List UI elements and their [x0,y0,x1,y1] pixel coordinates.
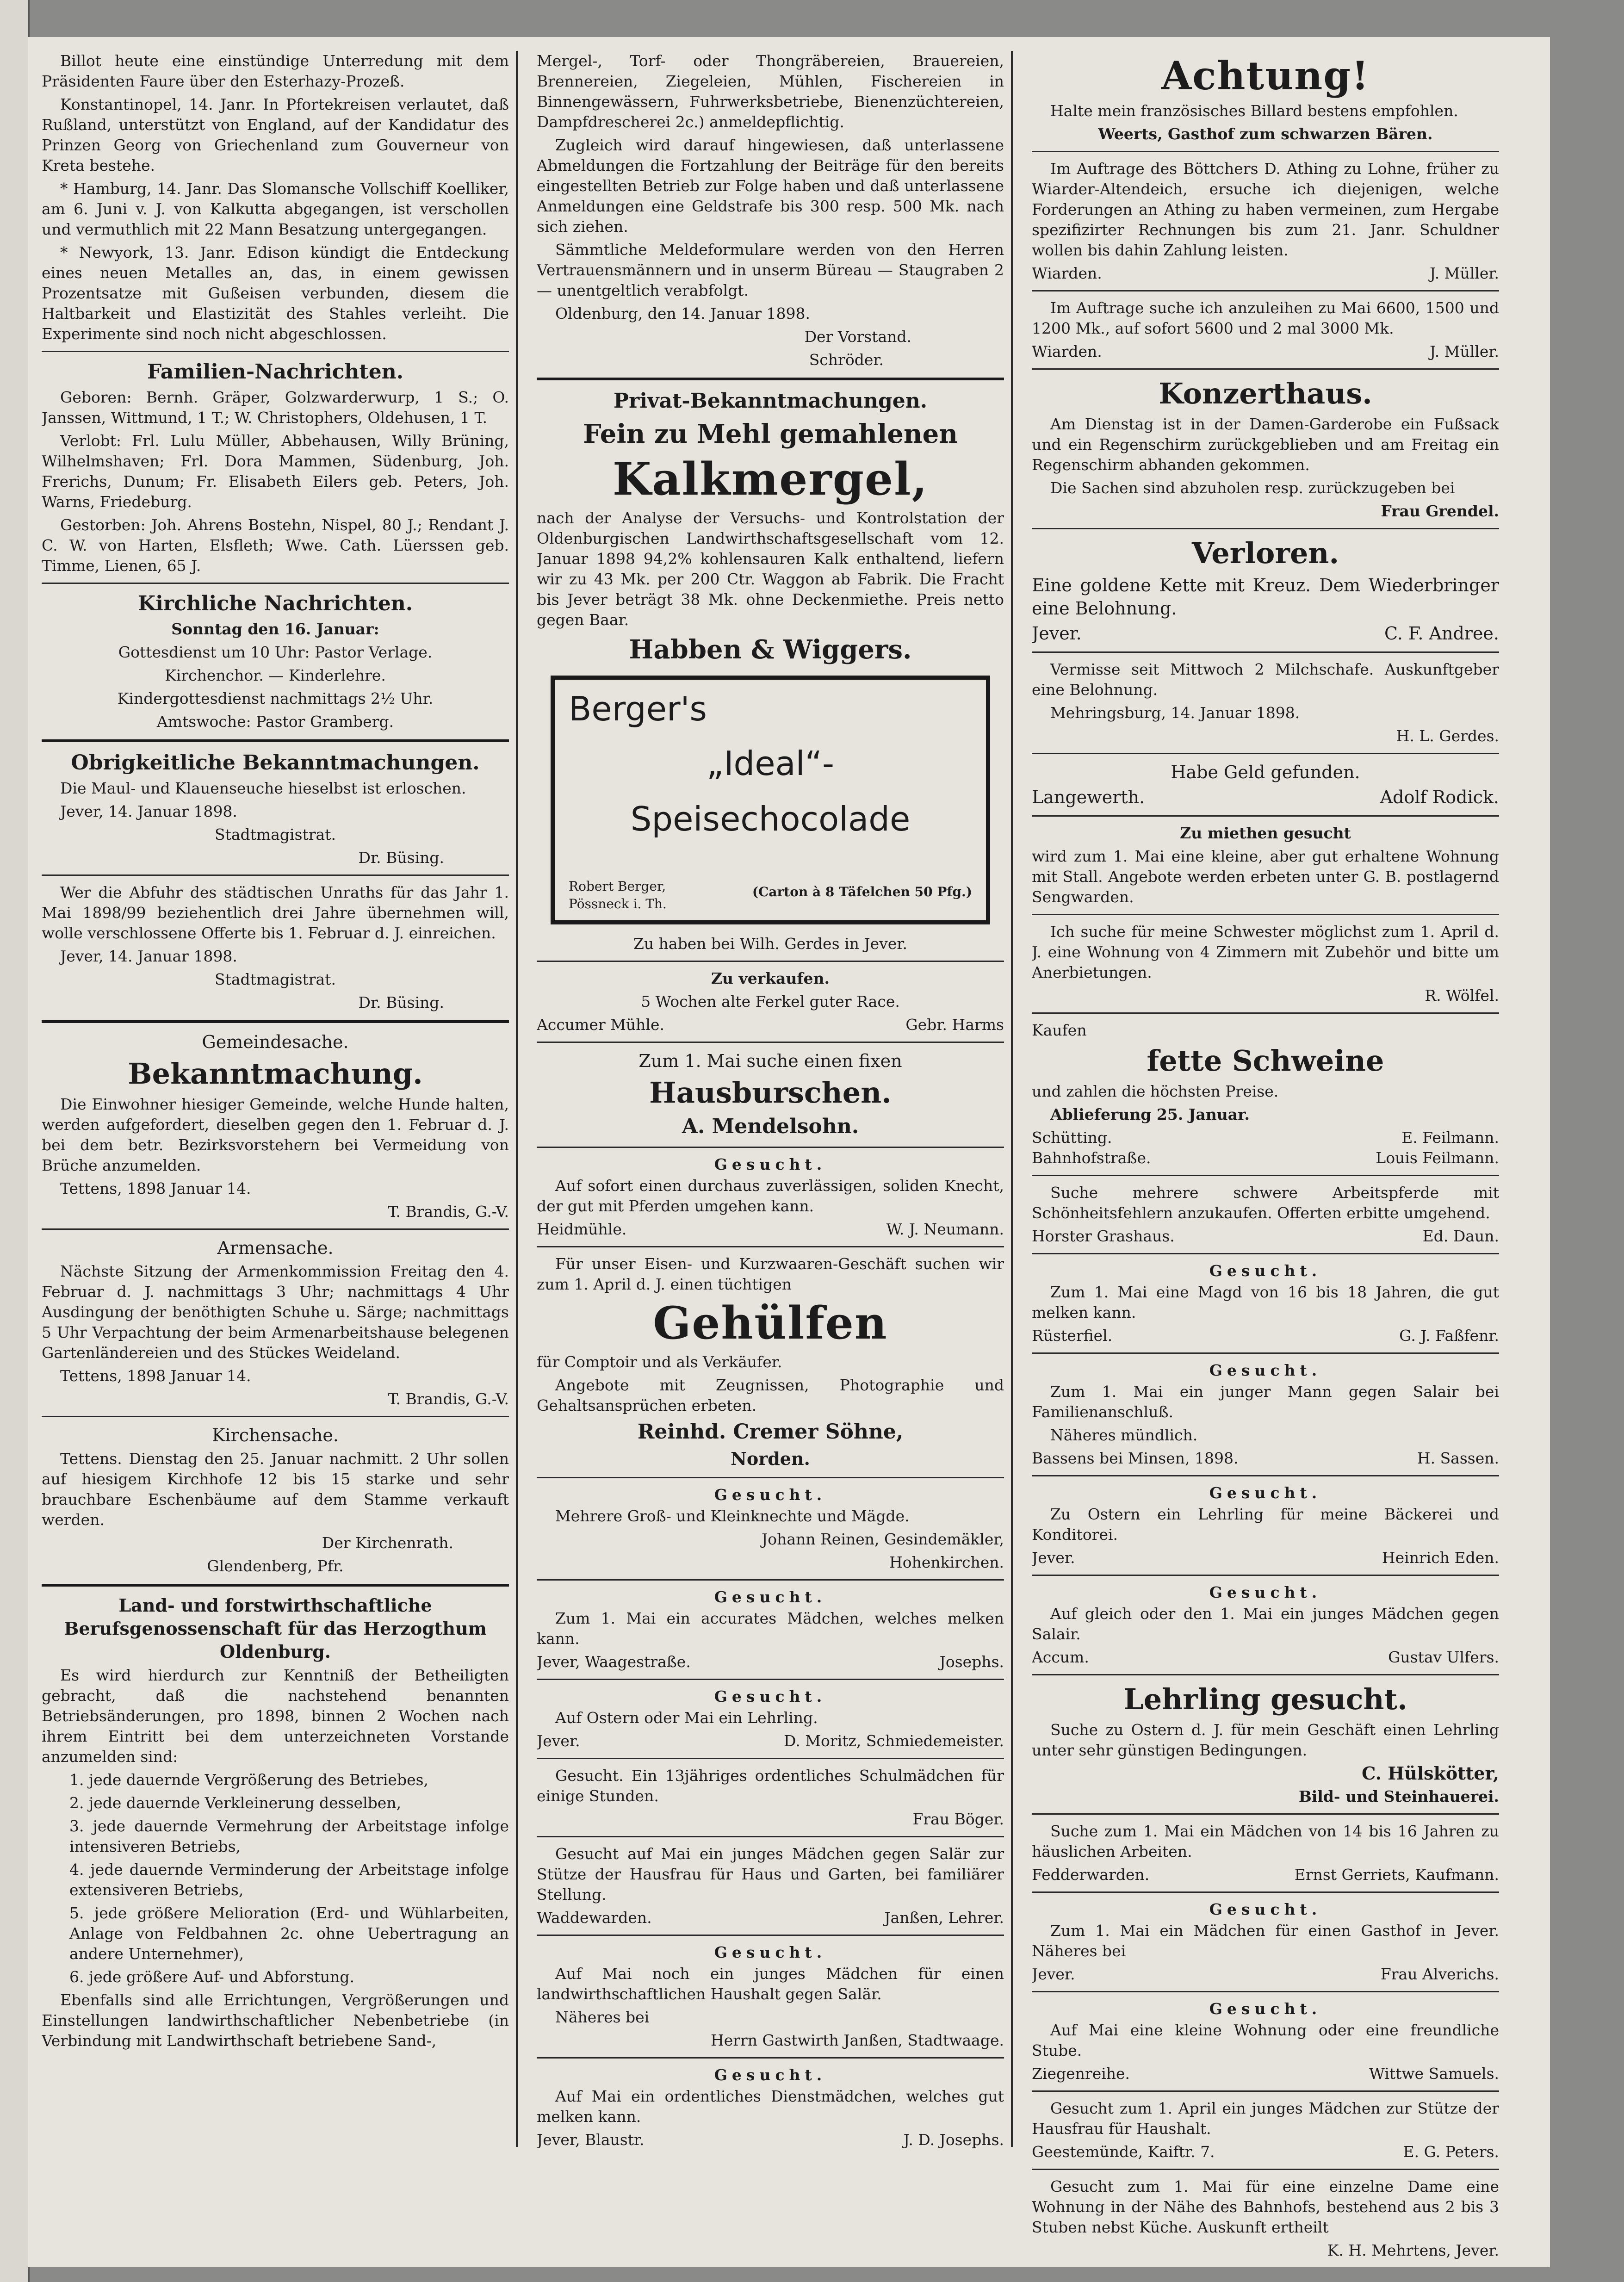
wanted-place: Jever, Waagestraße. [537,1653,691,1671]
berger-footer [569,878,972,913]
association-heading: Land- und forstwirthschaftliche Berufsgenossenschaft für das Herzogthum Oldenburg. [64,1595,487,1662]
to-rent-text: wird zum 1. Mai eine kleine, aber gut erhaltene Wohnung mit Stall. Angebote werden erbeten unter G. B. postlagernd Sengwarden. [1032,847,1499,906]
wanted-name: H. Sassen. [1417,1449,1499,1467]
lost-name: C. F. Andree. [1384,623,1499,644]
berger-address [569,878,667,913]
pigs-intro: Kaufen [1032,1021,1087,1039]
horses-place: Horster Grashaus. [1032,1227,1175,1245]
poor-relief-text: Nächste Sitzung der Armenkommission Freitag den 4. Februar d. J. nachmittags 3 Uhr; nachmittags 4 Uhr Ausdingung der benöthigten Schuhe u. Särge; nachmittags 5 Uhr Verpachtung der beim Armenarbeitshause belegenen Gartenländereien und des Stückes Weideland. [42,1262,509,1362]
wanted-text: Auf Mai noch ein junges Mädchen für einen landwirthschaftlichen Haushalt gegen Salär. [537,1965,1004,2003]
wanted-heading: Gesucht. [714,1588,827,1606]
wanted-text: Zum 1. Mai ein Mädchen für einen Gasthof in Jever. Näheres bei [1032,1922,1499,1960]
wanted-signature [1032,1548,1499,1568]
notice-signature: Stadtmagistrat. [215,970,336,988]
divider [537,961,1004,962]
divider [1032,753,1499,754]
notice-signature: Stadtmagistrat. [215,825,336,843]
divider [42,874,509,876]
church-date: Sonntag den 16. Januar: [171,620,379,638]
divider [1032,1991,1499,1992]
association-list-item: 2. jede dauernde Verkleinerung desselben, [69,1794,402,1812]
wanted-signature [537,1731,1004,1751]
loan-name: J. Müller. [1430,342,1499,360]
pigs-signature [1032,1148,1499,1168]
loan-notice: Im Auftrage suche ich anzuleihen zu Mai 6600, 1500 und 1200 Mk., auf sofort 5600 und 2 mal 3000 Mk. [1032,299,1499,337]
assistant-heading: Gehülfen [653,1297,888,1349]
divider [42,583,509,584]
news-hamburg: * Hamburg, 14. Janr. Das Slomansche Vollschiff Koelliker, am 6. Juni v. J. von Kalkutta abgegangen, ist verschollen und vermuthlich mit 22 Mann Besatzung untergegangen. [42,180,509,238]
notice-date: Jever, 14. Januar 1898. [60,947,237,965]
berger-price: (Carton à 8 Täfelchen 50 Pfg.) [752,884,972,899]
girl-wanted-text: Suche zum 1. Mai ein Mädchen von 14 bis 16 Jahren zu häuslichen Arbeiten. [1032,1822,1499,1860]
lost-heading: Verloren. [1191,536,1339,570]
assistant-advertiser: Reinhd. Cremer Söhne, [637,1420,904,1444]
kalkmergel-heading: Kalkmergel, [613,453,928,505]
lost-signature [1032,622,1499,645]
wanted-name: K. H. Mehrtens, Jever. [1327,2241,1499,2259]
wanted-place: Accum. [1032,1648,1089,1666]
divider [42,1020,509,1023]
horses-signature [1032,1226,1499,1246]
wanted-name: Wittwe Samuels. [1369,2065,1499,2083]
notice-date: Jever, 14. Januar 1898. [60,802,237,820]
found-money-signature [1032,786,1499,809]
wanted-text: Gesucht auf Mai ein junges Mädchen gegen Salär zur Stütze der Hausfrau für Haus und Garten, bei familiärer Stellung. [537,1845,1004,1904]
divider [1032,1575,1499,1576]
wanted-heading: Gesucht. [714,2066,827,2084]
association-list-item: 1. jede dauernde Vergrößerung des Betriebes, [69,1771,429,1789]
divider [1032,651,1499,653]
association-continued: Mergel-, Torf- oder Thongräbereien, Brauereien, Brennereien, Ziegeleien, Mühlen, Fischereien in Binnengewässern, Fuhrwerksbetriebe, Bienenzüchtereien, Dampfdrescherei 2c.) anmeldepflichtig. [537,52,1004,131]
to-rent-heading: Zu miethen gesucht [1180,824,1351,842]
pigs-heading: fette Schweine [1147,1044,1384,1078]
divider [537,1246,1004,1247]
divider [1032,1352,1499,1354]
divider [1032,1475,1499,1476]
pigs-place: Schütting. [1032,1129,1112,1147]
pigs-place: Bahnhofstraße. [1032,1149,1151,1167]
divider [1032,1674,1499,1675]
apprentice-trade: Bild- und Steinhauerei. [1298,1787,1499,1805]
wanted-heading: Gesucht. [1209,1900,1322,1918]
official-notices-heading: Obrigkeitliche Bekanntmachungen. [71,751,480,775]
wanted-signature [537,1219,1004,1240]
wanted-name: Johann Reinen, Gesindemäkler, [762,1530,1004,1548]
wanted-text: Näheres bei [555,2008,650,2026]
divider [1032,2090,1499,2092]
wanted-name: Gustav Ulfers. [1388,1648,1499,1666]
lost-place: Jever. [1032,623,1082,644]
notice-signature: Dr. Büsing. [358,849,444,867]
wanted-place: Jever. [537,1732,580,1750]
houseboy-intro: Zum 1. Mai suche einen fixen [638,1051,902,1071]
wanted-place: Jever, Blaustr. [537,2131,645,2149]
found-money-heading: Habe Geld gefunden. [1171,762,1360,782]
wanted-text: Zum 1. Mai eine Magd von 16 bis 18 Jahren, die gut melken kann. [1032,1283,1499,1321]
missing-sheep-text: Vermisse seit Mittwoch 2 Milchschafe. Auskunftgeber eine Belohnung. [1032,660,1499,699]
apartment-text: Ich suche für meine Schwester möglichst zum 1. April d. J. eine Wohnung von 4 Zimmern mit Zubehör und bitte um Anerbietungen. [1032,923,1499,981]
berger-company: Robert Berger, [569,879,666,894]
wanted-place: Geestemünde, Kaiftr. 7. [1032,2143,1215,2161]
column-2 [537,51,1004,2150]
wanted-heading: Gesucht. [1209,1484,1322,1502]
divider [537,1758,1004,1759]
divider [1032,368,1499,370]
houseboy-heading: Hausburschen. [649,1076,892,1110]
assistant-text: Angebote mit Zeugnissen, Photographie und Gehaltsansprüchen erbeten. [537,1376,1004,1414]
news-konstantinopel: Konstantinopel, 14. Janr. In Pfortekreisen verlautet, daß Rußland, unterstützt von England, auf der Kandidatur des Prinzen Georg von Griechenland zum Gouverneur von Kreta bestehe. [42,95,509,174]
association-text: Es wird hierdurch zur Kenntniß der Betheiligten gebracht, daß die nachstehend benannten Betriebsänderungen, pro 1898, binnen 2 Wochen nach ihrem Eintritt bei dem unterzeichneten Vorstande anzumelden sind: [42,1666,509,1766]
wanted-text: Gesucht zum 1. Mai für eine einzelne Dame eine Wohnung in der Nähe des Bahnhofs, bestehend aus 2 bis 3 Stuben nebst Küche. Auskunft ertheilt [1032,2177,1499,2236]
berger-seller: Zu haben bei Wilh. Gerdes in Jever. [633,935,907,953]
church-news-heading: Kirchliche Nachrichten. [137,592,413,615]
wanted-text: Auf sofort einen durchaus zuverlässigen, soliden Knecht, der gut mit Pferden umgehen kann. [537,1177,1004,1215]
kalkmergel-text: nach der Analyse der Versuchs- und Kontrolstation der Oldenburgischen Landwirthschaftsgesellschaft vom 12. Januar 1898 94,2% kohlensauren Kalk enthaltend, liefern wir zu 43 Mk. per 200 Ctr. Waggon ab Fabrik. Die Fracht bis Jever beträgt 38 Mk. ohne Deckenmiethe. Preis netto gegen Baar. [537,509,1004,629]
wanted-name: J. D. Josephs. [903,2131,1004,2149]
notice-text: Die Maul- und Klauenseuche hieselbst ist erloschen. [60,779,466,797]
divider [1032,1175,1499,1176]
family-news-heading: Familien-Nachrichten. [147,360,404,384]
horses-name: Ed. Daun. [1422,1227,1499,1245]
church-service: Gottesdienst um 10 Uhr: Pastor Verlage. [118,643,433,661]
divider [537,1477,1004,1478]
wanted-place: Ziegenreihe. [1032,2065,1130,2083]
column-rule-2 [1011,51,1013,2147]
kalkmergel-advertiser: Habben & Wiggers. [629,634,912,665]
lost-text: Eine goldene Kette mit Kreuz. Dem Wiederbringer eine Belohnung. [1032,575,1499,619]
divider [1032,290,1499,291]
divider [537,1042,1004,1043]
billard-text: Halte mein französisches Billard bestens empfohlen. [1050,102,1458,120]
wanted-heading: Gesucht. [1209,1262,1322,1280]
wanted-signature [1032,2142,1499,2162]
wanted-name: W. J. Neumann. [886,1220,1004,1238]
association-date: Oldenburg, den 14. Januar 1898. [555,304,810,322]
horses-text: Suche mehrere schwere Arbeitspferde mit Schönheitsfehlern anzukaufen. Offerten erbitte umgehend. [1032,1184,1499,1222]
divider [1032,1891,1499,1893]
for-sale-heading: Zu verkaufen. [711,969,830,987]
wanted-place: Heidmühle. [537,1220,627,1238]
wanted-text: Auf Ostern oder Mai ein Lehrling. [555,1709,818,1727]
church-week: Amtswoche: Pastor Gramberg. [156,713,394,731]
column-1 [42,51,509,2054]
berger-brand: Berger's [569,689,707,728]
berger-product: Speisechocolade [630,800,911,838]
berger-chocolate-ad [551,676,990,924]
wanted-heading: Gesucht. [1209,1361,1322,1379]
wanted-signature [1032,1964,1499,1984]
divider [537,2057,1004,2059]
wanted-heading: Gesucht. [714,1155,827,1173]
church-choir: Kirchenchor. — Kinderlehre. [165,666,386,684]
girl-wanted-place: Fedderwarden. [1032,1866,1150,1884]
wanted-heading: Gesucht. [714,1943,827,1961]
apprentice-heading: Lehrling gesucht. [1123,1682,1407,1716]
wanted-text: Auf gleich oder den 1. Mai ein junges Mädchen gegen Salair. [1032,1605,1499,1643]
for-sale-signature [537,1015,1004,1035]
wanted-text: Zum 1. Mai ein accurates Mädchen, welches melken kann. [537,1609,1004,1648]
creditor-signature [1032,263,1499,284]
association-list-item: 5. jede größere Melioration (Erd- und Wühlarbeiten, Anlage von Feldbahnen 2c. ohne Uebertragung an andere Unternehmer), [69,1904,509,1963]
wanted-text: Zu Ostern ein Lehrling für meine Bäckerei und Konditorei. [1032,1505,1499,1544]
wanted-name: Herrn Gastwirth Janßen, Stadtwaage. [710,2031,1004,2049]
announcement-signature: T. Brandis, G.-V. [388,1203,509,1221]
announcement-date: Tettens, 1898 Januar 14. [60,1179,251,1197]
concert-house-signature: Frau Grendel. [1381,502,1499,520]
church-matter-signature: Glendenberg, Pfr. [207,1557,344,1575]
adjacent-page-edge [0,0,30,2282]
wanted-place: Jever. [1032,1549,1075,1567]
wanted-text: Gesucht. Ein 13jähriges ordentliches Schulmädchen für einige Stunden. [537,1767,1004,1805]
loan-signature [1032,341,1499,362]
wanted-heading: Gesucht. [1209,2000,1322,2018]
creditor-place: Wiarden. [1032,264,1102,282]
girl-wanted-signature [1032,1865,1499,1885]
divider [1032,1253,1499,1254]
notice-signature: Dr. Büsing. [358,993,444,1011]
wanted-place: Rüsterfiel. [1032,1327,1113,1345]
wanted-name: Frau Alverichs. [1380,1965,1499,1983]
divider [42,1584,509,1587]
association-list-item: 4. jede dauernde Verminderung der Arbeitstage infolge extensiveren Betriebs, [69,1860,509,1899]
wanted-signature [537,2130,1004,2150]
wanted-name: Frau Böger. [912,1810,1004,1828]
pigs-text: und zahlen die höchsten Preise. [1032,1082,1279,1100]
church-matter-heading: Kirchensache. [212,1425,339,1445]
family-died: Gestorben: Joh. Ahrens Bostehn, Nispel, 80 J.; Rendant J. C. W. von Harten, Elsfleth; Wwe. Cath. Lüerssen geb. Timme, Lienen, 65 J. [42,516,509,575]
divider [537,1147,1004,1148]
private-notices-heading: Privat-Bekanntmachungen. [613,389,928,413]
association-forms: Sämmtliche Meldeformulare werden von den Herren Vertrauensmännern und in unserm Büreau — Staugraben 2 — unentgeltlich verabfolgt. [537,241,1004,299]
divider [42,1416,509,1417]
poor-relief-signature: T. Brandis, G.-V. [388,1390,509,1408]
divider [1032,1012,1499,1014]
church-matter-signature: Der Kirchenrath. [322,1534,453,1552]
wanted-signature [1032,2064,1499,2084]
divider [1032,528,1499,529]
wanted-name: G. J. Faßfenr. [1399,1327,1499,1345]
divider [42,739,509,742]
association-signature: Der Vorstand. [804,328,911,346]
pigs-name: Louis Feilmann. [1376,1149,1499,1167]
association-signature: Schröder. [809,351,884,369]
wanted-heading: Gesucht. [1209,1583,1322,1601]
wanted-name: D. Moritz, Schmiedemeister. [784,1732,1004,1750]
wanted-place: Bassens bei Minsen, 1898. [1032,1449,1239,1467]
found-money-place: Langewerth. [1032,787,1145,807]
news-paragraph: Billot heute eine einstündige Unterredung mit dem Präsidenten Faure über den Esterhazy-Prozeß. [42,52,509,90]
kalkmergel-subheading: Fein zu Mehl gemahlenen [583,419,958,449]
for-sale-place: Accumer Mühle. [537,1016,665,1034]
wanted-text: Gesucht zum 1. April ein junges Mädchen zur Stütze der Hausfrau für Haushalt. [1032,2099,1499,2138]
apprentice-advertiser: C. Hülskötter, [1362,1763,1499,1784]
column-3 [1032,51,1499,2263]
divider [1032,1813,1499,1815]
pigs-name: E. Feilmann. [1401,1129,1499,1147]
divider [1032,2169,1499,2170]
news-newyork: * Newyork, 13. Janr. Edison kündigt die Entdeckung eines neuen Metalles an, das, in einem gewissen Prozentsatze mit Gußeisen verbunden, diesem die Haltbarkeit und Elastizität des Stahles verleiht. Die Experimente sind noch nicht abgeschlossen. [42,243,509,343]
divider [537,1935,1004,1936]
poor-relief-date: Tettens, 1898 Januar 14. [60,1367,251,1385]
for-sale-name: Gebr. Harms [905,1016,1004,1034]
berger-ideal: „Ideal“- [707,744,834,783]
wanted-text: Näheres mündlich. [1050,1426,1198,1444]
for-sale-text: 5 Wochen alte Ferkel guter Race. [641,992,900,1011]
berger-city: Pössneck i. Th. [569,896,667,912]
church-matter-text: Tettens. Dienstag den 25. Januar nachmitt. 2 Uhr sollen auf hiesigem Kirchhofe 12 bis 15 starke und sehr brauchbare Eschenbäume auf dem Stamme verkauft werden. [42,1450,509,1529]
loan-place: Wiarden. [1032,342,1102,360]
concert-house-heading: Konzerthaus. [1159,377,1372,410]
pigs-delivery: Ablieferung 25. Januar. [1050,1105,1250,1123]
assistant-intro: Für unser Eisen- und Kurzwaaren-Geschäft suchen wir zum 1. April d. J. einen tüchtigen [537,1255,1004,1293]
association-notice: Zugleich wird darauf hingewiesen, daß unterlassene Abmeldungen die Fortzahlung der Beiträge für den bereits eingestellten Betrieb zur Folge haben und daß unterlassene Anmeldungen eine Geldstrafe bis 300 resp. 500 Mk. nach sich ziehen. [537,136,1004,236]
association-list-item: 3. jede dauernde Vermehrung der Arbeitstage infolge intensiveren Betriebs, [69,1817,509,1855]
wanted-signature [537,1652,1004,1672]
divider [42,1228,509,1230]
found-money-name: Adolf Rodick. [1380,787,1499,807]
wanted-heading: Gesucht. [714,1687,827,1705]
billard-advertiser: Weerts, Gasthof zum schwarzen Bären. [1098,125,1433,143]
announcement-heading: Bekanntmachung. [128,1057,423,1091]
wanted-text: Auf Mai eine kleine Wohnung oder eine freundliche Stube. [1032,2021,1499,2059]
notice-text: Wer die Abfuhr des städtischen Unraths für das Jahr 1. Mai 1898/99 beziehentlich drei Jahre übernehmen will, wolle verschlossene Offerte bis 1. Februar d. J. einreichen. [42,883,509,942]
missing-sheep-date: Mehringsburg, 14. Januar 1898. [1050,704,1300,722]
wanted-name: Josephs. [939,1653,1004,1671]
wanted-name: Heinrich Eden. [1382,1549,1499,1567]
church-children: Kindergottesdienst nachmittags 2½ Uhr. [117,689,434,707]
wanted-text: Zum 1. Mai ein junger Mann gegen Salair bei Familienanschluß. [1032,1383,1499,1421]
girl-wanted-name: Ernst Gerriets, Kaufmann. [1294,1866,1499,1884]
family-born: Geboren: Bernh. Gräper, Golzwarderwurp, 1 S.; O. Janssen, Wittmund, 1 T.; W. Christophers, Oldehusen, 1 T. [42,388,509,427]
wanted-text: Mehrere Groß- und Kleinknechte und Mägde. [555,1507,910,1525]
column-rule-1 [516,51,518,2147]
wanted-signature [1032,1647,1499,1668]
assistant-city: Norden. [731,1448,810,1469]
missing-sheep-signature: H. L. Gerdes. [1396,727,1499,745]
concert-house-text: Am Dienstag ist in der Damen-Garderobe ein Fußsack und ein Regenschirm zurückgeblieben und am Freitag ein Regenschirm abhanden gekommen. [1032,415,1499,474]
announcement-text: Die Einwohner hiesiger Gemeinde, welche Hunde halten, werden aufgefordert, dieselben gegen den 1. Februar d. J. bei dem betr. Bezirksvorstehern bei Vermeidung von Brüche anzumelden. [42,1095,509,1174]
pigs-signature [1032,1128,1499,1148]
divider [1032,914,1499,915]
divider [42,351,509,352]
apartment-signature: R. Wölfel. [1425,986,1499,1005]
wanted-text: Auf Mai ein ordentliches Dienstmädchen, welches gut melken kann. [537,2087,1004,2126]
divider [537,1679,1004,1680]
poor-relief-heading: Armensache. [217,1238,334,1258]
creditor-notice: Im Auftrage des Böttchers D. Athing zu Lohne, früher zu Wiarder-Altendeich, ersuche ich diejenigen, welche Forderungen an Athing zu haben vermeinen, zum Hergabe spezifizirter Rechnungen bis zum 21. Janr. Schuldner wollen bis dahin Zahlung leisten. [1032,160,1499,259]
wanted-signature [1032,1326,1499,1346]
divider [537,378,1004,380]
association-list-item: 6. jede größere Auf- und Abforstung. [69,1968,355,1986]
wanted-place: Waddewarden. [537,1909,652,1927]
assistant-text: für Comptoir und als Verkäufer. [537,1353,782,1371]
family-engaged: Verlobt: Frl. Lulu Müller, Abbehausen, Willy Brüning, Wilhelmshaven; Frl. Dora Mammen, Südenburg, Joh. Frerichs, Dunum; Fr. Elisabeth Eilers geb. Peters, Joh. Warns, Friedeburg. [42,432,509,511]
creditor-name: J. Müller. [1430,264,1499,282]
houseboy-advertiser: A. Mendelsohn. [682,1115,859,1138]
apprentice-text: Suche zu Ostern d. J. für mein Geschäft einen Lehrling unter sehr günstigen Bedingungen. [1032,1721,1499,1759]
wanted-place: Hohenkirchen. [889,1553,1004,1571]
wanted-name: Janßen, Lehrer. [884,1909,1004,1927]
wanted-place: Jever. [1032,1965,1075,1983]
wanted-signature [1032,1448,1499,1469]
attention-heading: Achtung! [1161,53,1370,99]
concert-house-text: Die Sachen sind abzuholen resp. zurückzugeben bei [1050,479,1455,497]
divider [1032,815,1499,817]
municipal-heading: Gemeindesache. [202,1032,349,1052]
wanted-heading: Gesucht. [714,1486,827,1504]
divider [537,1579,1004,1581]
wanted-name: E. G. Peters. [1403,2143,1499,2161]
divider [1032,151,1499,152]
association-text: Ebenfalls sind alle Errichtungen, Vergrößerungen und Einstellungen landwirthschaftlicher Nebenbetriebe (in Verbindung mit Landwirthschaft betriebene Sand-, [42,1991,509,2050]
divider [537,1836,1004,1837]
wanted-signature [537,1908,1004,1928]
